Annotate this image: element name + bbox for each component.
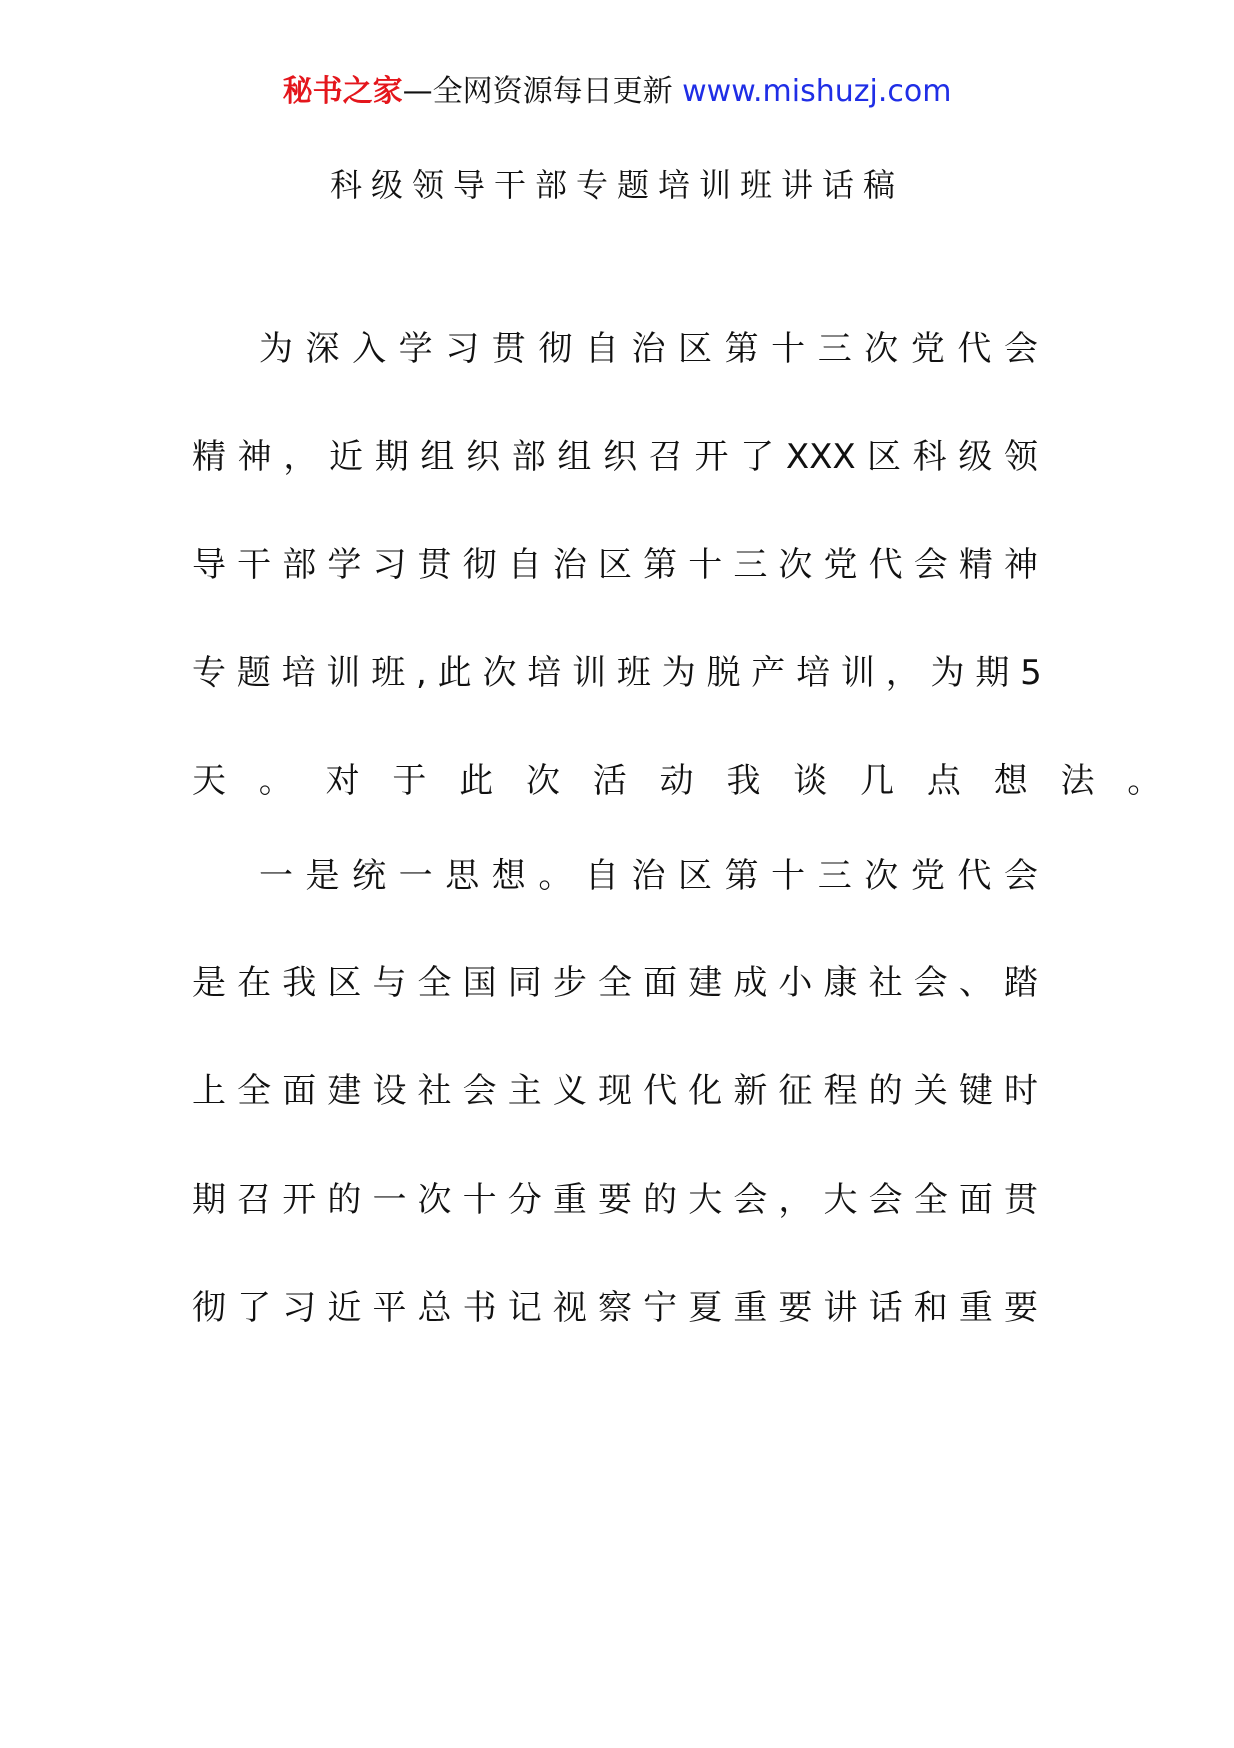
paragraph-1-line-2: 精 神 ， 近 期 组 织 部 组 织 召 开 了 XXX 区 科 级 领 <box>192 437 1038 477</box>
site-tagline: —全网资源每日更新 <box>402 74 673 109</box>
document-title: 科级领导干部专题培训班讲话稿 <box>329 166 904 204</box>
site-header <box>0 72 1234 112</box>
paragraph-1-line-3: 导 干 部 学 习 贯 彻 自 治 区 第 十 三 次 党 代 会 精 神 <box>192 545 1038 585</box>
paragraph-2-line-2: 是 在 我 区 与 全 国 同 步 全 面 建 成 小 康 社 会 、 踏 <box>192 963 1038 1003</box>
paragraph-1-line-4: 专 题 培 训 班 , 此 次 培 训 班 为 脱 产 培 训 ， 为 期 5 <box>192 653 1042 693</box>
paragraph-1-line-5: 天 。 对 于 此 次 活 动 我 谈 几 点 想 法 。 <box>192 761 1173 801</box>
paragraph-2-line-1: 一 是 统 一 思 想 。 自 治 区 第 十 三 次 党 代 会 <box>259 856 1038 896</box>
paragraph-1-line-1: 为 深 入 学 习 贯 彻 自 治 区 第 十 三 次 党 代 会 <box>259 329 1038 369</box>
paragraph-2-line-3: 上 全 面 建 设 社 会 主 义 现 代 化 新 征 程 的 关 键 时 <box>192 1071 1038 1111</box>
paragraph-2-line-5: 彻 了 习 近 平 总 书 记 视 察 宁 夏 重 要 讲 话 和 重 要 <box>192 1288 1038 1328</box>
paragraph-2-line-4: 期 召 开 的 一 次 十 分 重 要 的 大 会 ， 大 会 全 面 贯 <box>192 1180 1038 1220</box>
site-url-link[interactable]: www.mishuzj.com <box>682 74 952 109</box>
site-brand: 秘书之家 <box>282 74 403 109</box>
